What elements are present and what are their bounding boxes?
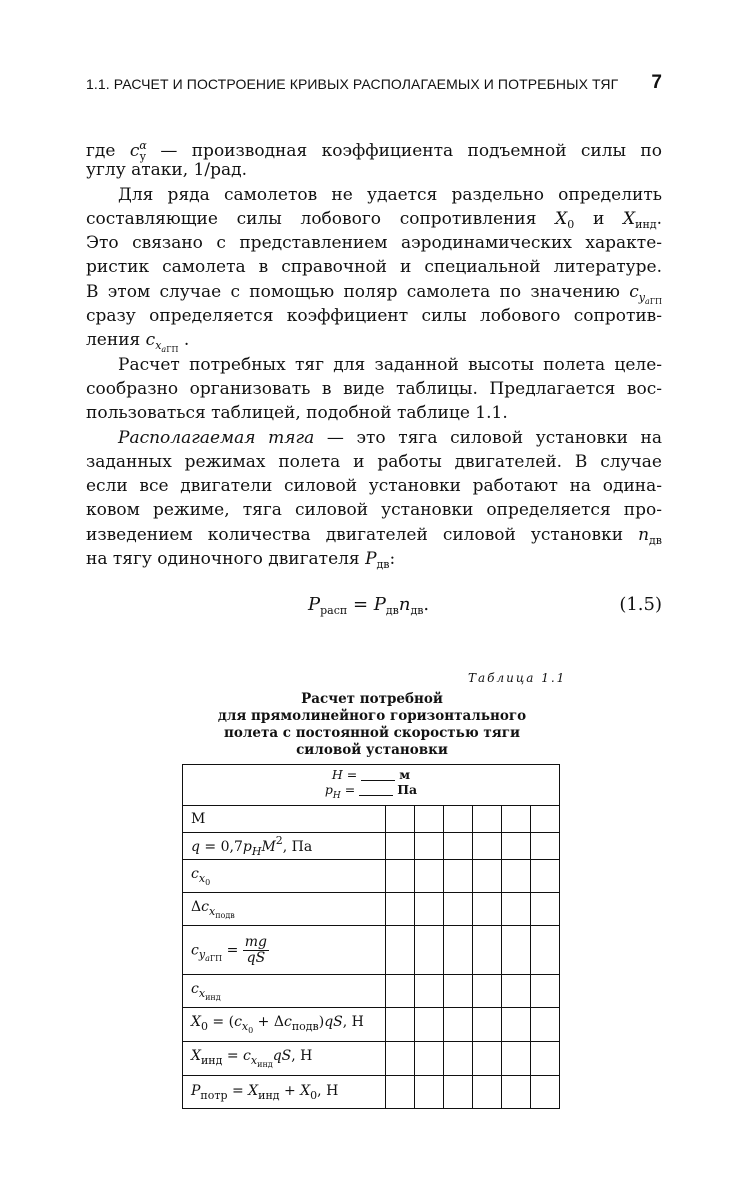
value-cell: [531, 1042, 560, 1076]
value-cell: [386, 806, 415, 833]
value-cell: [386, 975, 415, 1008]
table-header-cell: [183, 765, 560, 806]
value-cell: [502, 860, 531, 893]
table-title: [184, 691, 560, 759]
table-label: Таблица 1.1: [468, 671, 567, 685]
formula-1-5: [86, 590, 662, 620]
row-label-p-potr: $P_{потр} = X_{инд} + X_0$, Н: [183, 1076, 386, 1109]
value-cell: [386, 926, 415, 975]
page-header: [86, 74, 662, 98]
paragraph-4-line-5: изведением количества двигателей силовой установки $n_{дв}$: [86, 524, 662, 547]
value-cell: [473, 806, 502, 833]
value-cell: [531, 893, 560, 926]
value-cell: [531, 860, 560, 893]
row-label-cx0: $c_{x_0}$: [183, 860, 386, 893]
table-row: [183, 893, 560, 926]
paragraph-2-line-7: ления $c_{x_{aГП}}$ .: [86, 330, 190, 355]
paragraph-4-line-6: на тягу одиночного двигателя $P_{дв}$:: [86, 549, 396, 572]
pressure-blank: [359, 784, 393, 796]
paragraph-3-line-1: Расчет потребных тяг для заданной высоты полета целе-: [118, 354, 662, 375]
value-cell: [502, 806, 531, 833]
value-cell: [502, 975, 531, 1008]
altitude-blank: [361, 769, 395, 781]
value-cell: [473, 833, 502, 860]
value-cell: [444, 1076, 473, 1109]
table-row: [183, 975, 560, 1008]
value-cell: [444, 1042, 473, 1076]
row-label-cy-agp: $c_{y_{aГП}}$ = $\frac{mg}{qS}$: [183, 926, 386, 975]
paragraph-4-line-1: Располагаемая тяга — это тяга силовой установки на: [118, 427, 662, 448]
row-label-x-ind: $X_{инд} = c_{x_{инд}}qS$, Н: [183, 1042, 386, 1076]
value-cell: [502, 1076, 531, 1109]
value-cell: [531, 1076, 560, 1109]
value-cell: [386, 1042, 415, 1076]
table-title-line: Расчет потребной: [301, 691, 443, 707]
value-cell: [444, 975, 473, 1008]
value-cell: [444, 1008, 473, 1042]
formula-expression: $P_{расп} = P_{дв}n_{дв}$.: [308, 594, 430, 617]
value-cell: [386, 1008, 415, 1042]
value-cell: [415, 926, 444, 975]
running-head: 1.1. РАСЧЕТ И ПОСТРОЕНИЕ КРИВЫХ РАСПОЛАГАЕМЫХ И ПОТРЕБНЫХ ТЯГ: [86, 76, 619, 92]
row-label-dynamic-pressure: $q = 0,7p_HM^2$, Па: [183, 833, 386, 860]
value-cell: [502, 1042, 531, 1076]
term-available-thrust: Располагаемая тяга: [118, 427, 315, 448]
value-cell: [473, 975, 502, 1008]
value-cell: [473, 926, 502, 975]
row-label-delta-cx-podv: $\Delta c_{x_{подв}}$: [183, 893, 386, 926]
table-row: [183, 926, 560, 975]
c-y-alpha-symbol: $c^\alpha_y$: [129, 139, 147, 163]
value-cell: [502, 893, 531, 926]
value-cell: [386, 833, 415, 860]
paragraph-1-line-1: где $c^\alpha_y$ — производная коэффициента подъемной силы по: [86, 139, 663, 163]
value-cell: [473, 893, 502, 926]
table-title-line: полета с постоянной скоростью тяги: [224, 725, 520, 741]
value-cell: [415, 833, 444, 860]
altitude-field: H = м: [331, 766, 411, 782]
value-cell: [473, 1008, 502, 1042]
table-row: [183, 1042, 560, 1076]
page-number: 7: [651, 72, 662, 93]
value-cell: [415, 806, 444, 833]
row-label-mach: М: [183, 806, 386, 833]
fraction-mg-over-qS: $\frac{mg}{qS}$: [244, 933, 268, 966]
value-cell: [502, 926, 531, 975]
value-cell: [415, 1008, 444, 1042]
thrust-calculation-table: [182, 764, 560, 1109]
value-cell: [444, 893, 473, 926]
paragraph-1-line-2: углу атаки, 1/рад.: [86, 160, 247, 181]
paragraph-2-line-6: сразу определяется коэффициент силы лобового сопротив-: [86, 306, 662, 327]
value-cell: [502, 833, 531, 860]
table-row: [183, 806, 560, 833]
row-label-x0: $X_0 = (c_{x_0} + \Delta c_{подв})qS$, Н: [183, 1008, 386, 1042]
value-cell: [415, 860, 444, 893]
value-cell: [386, 893, 415, 926]
body-text: [86, 134, 662, 571]
value-cell: [473, 1042, 502, 1076]
value-cell: [444, 926, 473, 975]
paragraph-2-line-4: ристик самолета в справочной и специальной литературе.: [86, 257, 662, 278]
value-cell: [444, 806, 473, 833]
table-title-line: силовой установки: [296, 742, 448, 758]
value-cell: [502, 1008, 531, 1042]
value-cell: [473, 1076, 502, 1109]
value-cell: [531, 833, 560, 860]
paragraph-3-line-3: пользоваться таблицей, подобной таблице 1.1.: [86, 403, 508, 424]
value-cell: [531, 806, 560, 833]
value-cell: [531, 926, 560, 975]
value-cell: [415, 1076, 444, 1109]
value-cell: [415, 893, 444, 926]
paragraph-4-line-2: заданных режимах полета и работы двигателей. В случае: [86, 451, 662, 472]
value-cell: [444, 833, 473, 860]
value-cell: [531, 975, 560, 1008]
value-cell: [531, 1008, 560, 1042]
paragraph-4-line-3: если все двигатели силовой установки работают на одина-: [86, 476, 662, 497]
table-row: [183, 833, 560, 860]
table-row: [183, 860, 560, 893]
value-cell: [386, 860, 415, 893]
table-row: [183, 1076, 560, 1109]
paragraph-2-line-2: составляющие силы лобового сопротивления $X_0$ и $X_{инд}$.: [86, 208, 662, 231]
value-cell: [444, 860, 473, 893]
table-title-line: для прямолинейного горизонтального: [217, 708, 527, 724]
paragraph-2-line-5: В этом случае с помощью поляр самолета по значению $c_{y_{aГП}}$: [86, 281, 662, 306]
value-cell: [386, 1076, 415, 1109]
value-cell: [415, 975, 444, 1008]
row-label-cx-ind: $c_{x_{инд}}$: [183, 975, 386, 1008]
formula-number: (1.5): [619, 594, 662, 615]
paragraph-2-line-1: Для ряда самолетов не удается раздельно определить: [118, 184, 662, 205]
paragraph-4-line-4: ковом режиме, тяга силовой установки определяется про-: [86, 500, 662, 521]
table-row: [183, 1008, 560, 1042]
value-cell: [473, 860, 502, 893]
paragraph-2-line-3: Это связано с представлением аэродинамических характе-: [86, 233, 662, 254]
value-cell: [415, 1042, 444, 1076]
table-header-row: [183, 765, 560, 806]
paragraph-3-line-2: сообразно организовать в виде таблицы. Предлагается вос-: [86, 378, 662, 399]
pressure-field: $p_H$ = Па: [324, 781, 418, 801]
